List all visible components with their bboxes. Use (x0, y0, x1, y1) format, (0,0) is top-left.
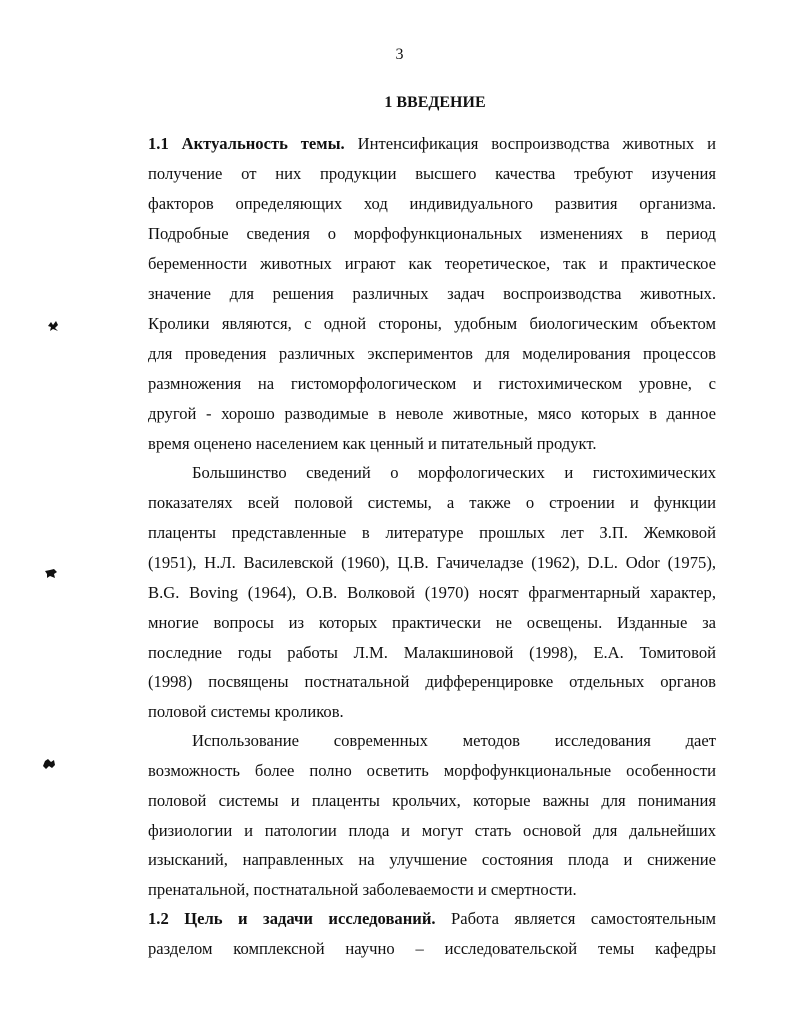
paragraph-line: половой системы и плаценты крольчих, которые важны для понимания (148, 791, 716, 810)
paragraph-line: размножения на гистоморфологическом и гистохимическом уровне, с (148, 374, 716, 393)
paragraph-line: время оценено населением как ценный и питательный продукт. (148, 434, 597, 453)
scan-speck-icon (44, 568, 58, 580)
paragraph-line: многие вопросы из которых практически не освещены. Изданные за (148, 613, 716, 632)
paragraph-line: разделом комплексной научно – исследовательской темы кафедры (148, 939, 716, 958)
paragraph-line: беременности животных играют как теоретическое, так и практическое (148, 254, 716, 273)
scan-speck-icon (46, 320, 60, 332)
paragraph-line: для проведения различных экспериментов для моделирования процессов (148, 344, 716, 363)
paragraph-line: физиологии и патологии плода и могут стать основой для дальнейших (148, 821, 716, 840)
paragraph-line: последние годы работы Л.М. Малакшиновой (1998), Е.А. Томитовой (148, 643, 716, 662)
paragraph-line: другой - хорошо разводимые в неволе животные, мясо которых в данное (148, 404, 716, 423)
section-1-1-first-line (148, 134, 716, 154)
paragraph-line: показателях всей половой системы, а также о строении и функции (148, 493, 716, 512)
page-number: 3 (395, 46, 404, 63)
paragraph-line: изысканий, направленных на улучшение состояния плода и снижение (148, 850, 716, 869)
paragraph-line: пренатальной, постнатальной заболеваемости и смертности. (148, 880, 577, 899)
paragraph-line: получение от них продукции высшего качества требуют изучения (148, 164, 716, 183)
scan-speck-icon (42, 758, 56, 770)
paragraph-line: B.G. Boving (1964), О.В. Волковой (1970) носят фрагментарный характер, (148, 583, 716, 602)
paragraph-line: значение для решения различных задач воспроизводства животных. (148, 284, 716, 303)
section-1-2-heading: 1.2 Цель и задачи исследований. (148, 909, 436, 928)
paragraph-line: возможность более полно осветить морфофункциональные особенности (148, 761, 716, 780)
paragraph-line: Интенсификация воспроизводства животных и (357, 134, 716, 153)
paragraph-line: Подробные сведения о морфофункциональных изменениях в период (148, 224, 716, 243)
paragraph-line: половой системы кроликов. (148, 702, 344, 721)
paragraph-line: Работа является самостоятельным (451, 909, 716, 928)
paragraph-line: факторов определяющих ход индивидуального развития организма. (148, 194, 716, 213)
section-1-2-first-line (148, 909, 716, 929)
section-1-1-heading: 1.1 Актуальность темы. (148, 134, 345, 153)
paragraph-line: Кролики являются, с одной стороны, удобным биологическим объектом (148, 314, 716, 333)
paragraph-line: Использование современных методов исследования дает (192, 731, 716, 750)
paragraph-line: (1951), Н.Л. Василевской (1960), Ц.В. Гачичеладзе (1962), D.L. Odor (1975), (148, 553, 716, 572)
paragraph-line: (1998) посвящены постнатальной дифференцировке отдельных органов (148, 672, 716, 691)
chapter-title: 1 ВВЕДЕНИЕ (384, 94, 486, 111)
paragraph-line: Большинство сведений о морфологических и гистохимических (192, 463, 716, 482)
paragraph-line: плаценты представленные в литературе прошлых лет З.П. Жемковой (148, 523, 716, 542)
